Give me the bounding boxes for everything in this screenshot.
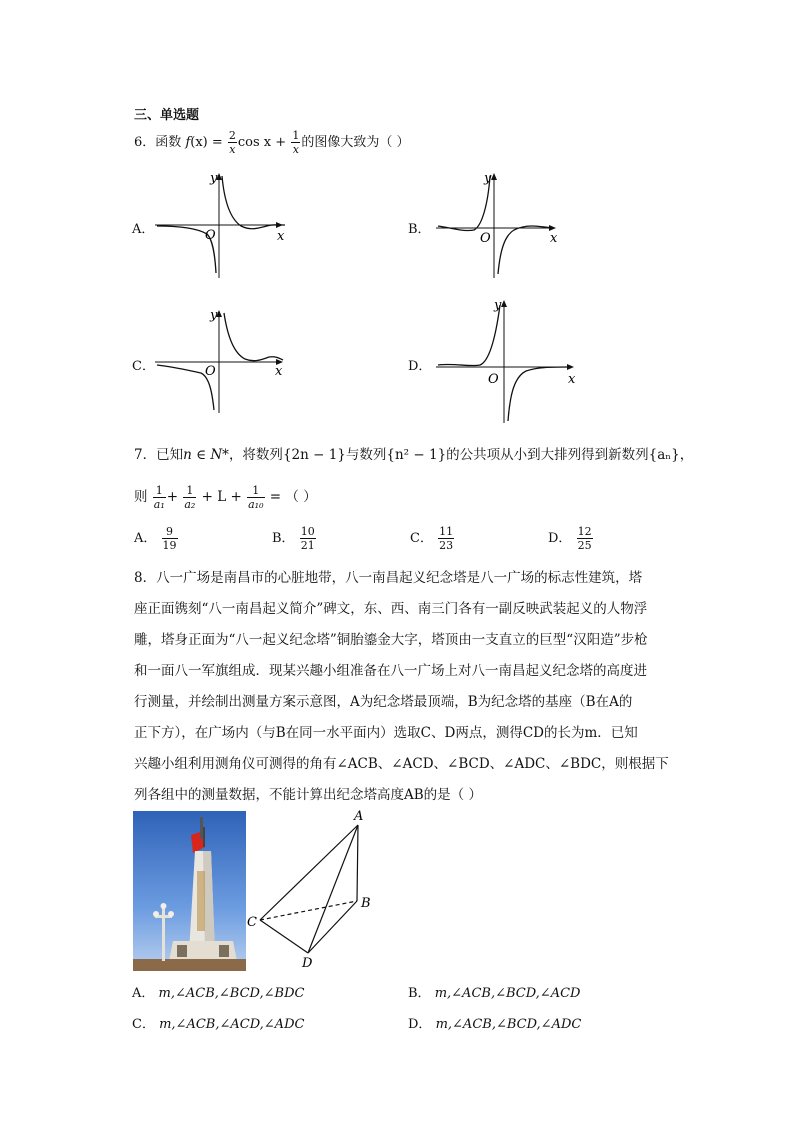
q7-term1-den: a₁ [153, 498, 165, 511]
q8-line: 兴趣小组利用测角仪可测得的角有∠ACB、∠ACD、∠BCD、∠ADC、∠BDC，则根据下 [134, 756, 669, 772]
curve-left [438, 305, 500, 366]
section-title: 三、单选题 [134, 108, 200, 123]
y-label: y [210, 308, 218, 323]
q6-frac1-num: 2 [228, 129, 236, 142]
q8-option-d[interactable] [408, 1013, 581, 1032]
q6-option-b-label: B． [408, 222, 431, 237]
segment-cd [260, 920, 308, 953]
q7-seq3: {aₙ} [648, 447, 680, 463]
point-b-label: B [361, 896, 371, 911]
option-frac [577, 525, 593, 552]
curve-right [508, 367, 568, 421]
q8-line: 列各组中的测量数据，不能计算出纪念塔高度AB的是（ ） [134, 787, 482, 803]
q6-frac1 [228, 129, 237, 156]
q8-line: 行测量，并绘制出测量方案示意图，A为纪念塔最顶端，B为纪念塔的基座（B在A的 [134, 694, 633, 710]
origin-label: O [205, 228, 216, 243]
option-label: C． [410, 531, 433, 546]
q7-term2 [183, 484, 196, 511]
lamp [168, 911, 174, 917]
x-label: x [550, 231, 558, 246]
q6-option-a-label: A． [132, 222, 155, 237]
q7-line1 [134, 442, 693, 468]
q7-line2: 则 $\frac{1}{\text{a₁}}$ + $\frac{1}{\text{a₂}}$ + L + $\frac{1}{\text{a₁₀}}$ = （ ） [134, 484, 317, 511]
q7-option-d[interactable] [548, 522, 594, 556]
q6-graph-c [155, 305, 300, 415]
q6-stem-prefix: 函数 [155, 135, 182, 150]
option-label: C． [132, 1017, 155, 1032]
point-c-label: C [247, 915, 257, 930]
option-den: 23 [439, 539, 454, 552]
q8-line: 正下方），在广场内（与B在同一水平面内）选取C、D两点，测得CD的长为m．已知 [134, 725, 638, 741]
curve-right [498, 226, 552, 274]
curve-right [224, 313, 283, 361]
q6-graph-a [155, 168, 305, 280]
option-text: m,∠ACB,∠BCD,∠BDC [158, 986, 305, 1001]
q7-term3-num: 1 [247, 484, 264, 498]
option-num: 11 [439, 525, 454, 538]
door [219, 945, 229, 957]
q6-frac2-den: x [292, 143, 299, 156]
segment-ad [308, 825, 358, 953]
x-label: x [568, 372, 576, 387]
q7-text: ，将数列 [228, 447, 283, 463]
curve-right [222, 176, 285, 229]
q7-text: = （ ） [269, 489, 317, 505]
q7-term1 [153, 484, 166, 511]
q7-seq1: {2n − 1} [282, 447, 346, 463]
y-axis-arrow [491, 173, 497, 180]
option-label: B． [408, 986, 431, 1001]
q7-term3 [247, 484, 264, 511]
option-text: m,∠ACB,∠BCD,∠ACD [434, 986, 581, 1001]
q6-stem-suffix: 的图像大致为（ ） [301, 135, 410, 150]
q6-option-c-label: C． [132, 359, 155, 374]
q7-term3-den: a₁₀ [248, 498, 264, 511]
option-label: A． [134, 531, 157, 546]
option-text: m,∠ACB,∠ACD,∠ADC [159, 1017, 305, 1032]
segment-ab [357, 825, 358, 901]
q7-text: 的公共项从小到大排列得到新数列 [446, 447, 649, 463]
q7-term2-num: 1 [183, 484, 196, 498]
option-label: D． [408, 1017, 432, 1032]
option-label: D． [548, 531, 572, 546]
q7-text: 则 [134, 489, 148, 505]
rifle [200, 817, 203, 839]
q8-option-b[interactable] [408, 982, 580, 1001]
q6-number: 6． [134, 135, 156, 150]
x-label: x [275, 364, 283, 379]
q7-term2-den: a₂ [184, 498, 196, 511]
flagpole [203, 827, 205, 847]
x-label: x [277, 229, 285, 244]
q8-line: 和一面八一军旗组成．现某兴趣小组准备在八一广场上对八一南昌起义纪念塔的高度进 [134, 663, 647, 679]
option-den: 25 [577, 539, 592, 552]
q8-paragraph [134, 563, 674, 811]
point-d-label: D [302, 956, 313, 971]
option-label: A． [132, 986, 155, 1001]
option-num: 10 [300, 525, 315, 538]
ground [133, 959, 246, 971]
inscription [197, 871, 205, 931]
origin-label: O [205, 364, 216, 379]
y-label: y [494, 298, 502, 313]
y-label: y [210, 171, 218, 186]
option-den: 21 [300, 539, 315, 552]
option-frac [300, 525, 316, 552]
option-den: 19 [162, 539, 177, 552]
point-a-label: A [354, 809, 364, 824]
q6-stem [134, 128, 409, 158]
q7-term1-num: 1 [153, 484, 166, 498]
q6-frac2-num: 1 [292, 129, 300, 142]
q6-graph-d [434, 295, 584, 425]
q6-cos-term: cos x + [237, 135, 287, 150]
x-axis-arrow [567, 364, 574, 370]
option-num: 12 [577, 525, 592, 538]
q6-frac2 [291, 129, 300, 156]
q8-line: 8．八一广场是南昌市的心脏地带，八一南昌起义纪念塔是八一广场的标志性建筑，塔 [134, 570, 643, 586]
option-label: B． [272, 531, 295, 546]
q8-line: 雕，塔身正面为“八一起义纪念塔”铜胎鎏金大字，塔顶由一支直立的巨型“汉阳造”步枪 [134, 632, 648, 648]
q7-option-a[interactable] [134, 522, 179, 556]
q6-graph-b [434, 168, 569, 280]
door [177, 945, 187, 957]
q8-option-a[interactable] [132, 982, 304, 1001]
q6-func-name: f [185, 135, 191, 150]
geometry-diagram [240, 808, 390, 973]
q7-option-b[interactable] [272, 522, 317, 556]
option-frac [438, 525, 454, 552]
q6-func-paren: (x) = [190, 135, 223, 150]
lamp [153, 911, 159, 917]
q7-seq2: {n² − 1} [386, 447, 447, 463]
q8-line: 座正面镌刻“八一南昌起义简介”碑文，东、西、南三门各有一副反映武装起义的人物浮 [134, 601, 648, 617]
q7-option-c[interactable] [410, 522, 455, 556]
y-axis-arrow [501, 300, 507, 307]
option-frac [162, 525, 178, 552]
q8-option-c[interactable] [132, 1013, 304, 1032]
q7-ellipsis: + L + [201, 489, 242, 505]
q6-frac1-den: x [229, 143, 236, 156]
curve-left [438, 176, 490, 231]
segment-ac [260, 825, 358, 920]
q7-number: 7． [134, 447, 157, 463]
origin-label: O [488, 372, 499, 387]
lamp [161, 903, 167, 909]
origin-label: O [480, 231, 491, 246]
q7-text: 已知 [156, 447, 184, 463]
option-text: m,∠ACB,∠BCD,∠ADC [435, 1017, 582, 1032]
q7-text: 与数列 [345, 447, 387, 463]
q7-condition: n ∈ N* [183, 447, 229, 463]
y-label: y [484, 171, 492, 186]
option-num: 9 [162, 525, 178, 539]
q6-option-d-label: D． [408, 359, 432, 374]
monument-photo [133, 811, 246, 971]
q7-text: ， [679, 447, 694, 463]
